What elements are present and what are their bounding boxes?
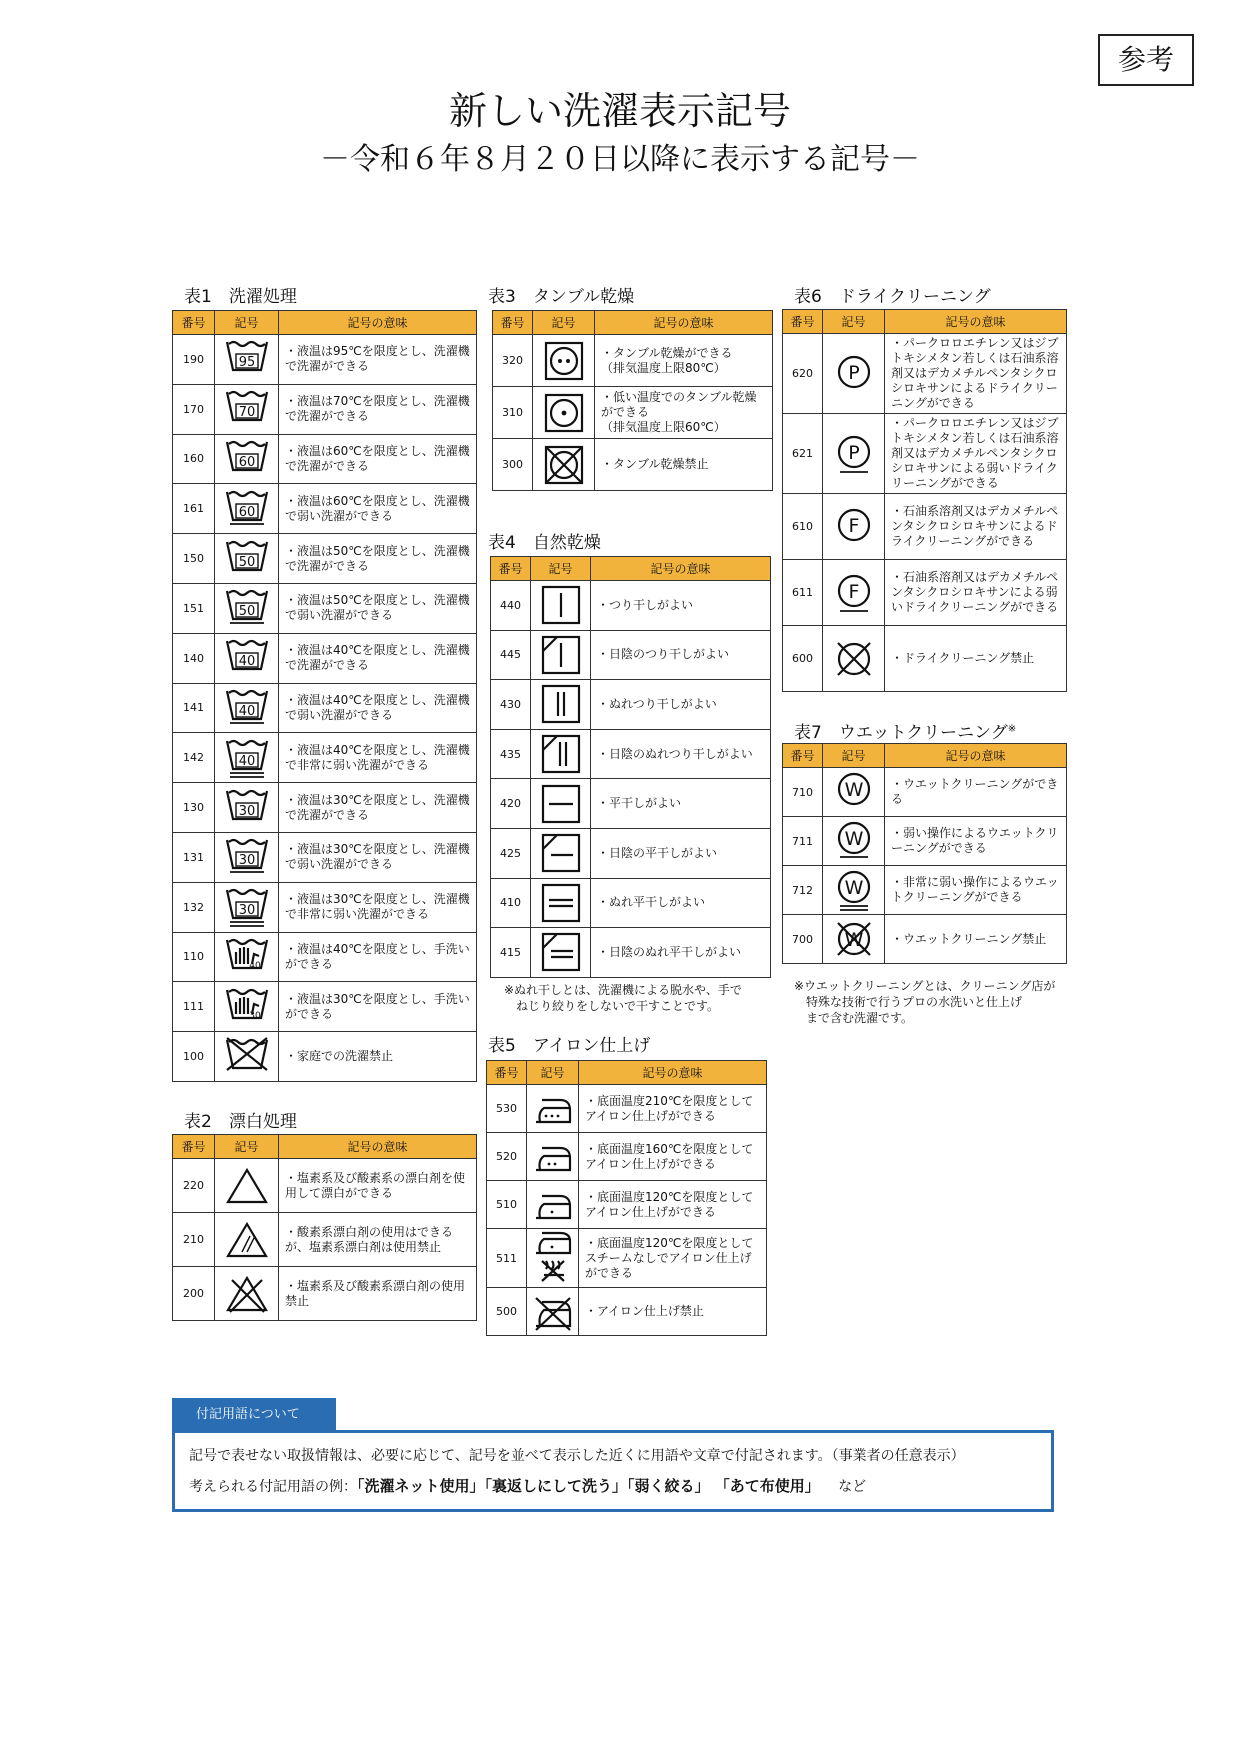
row-meaning: ・ウエットクリーニングができる: [885, 768, 1067, 817]
hand-wash-icon: [215, 982, 279, 1032]
row-number: 710: [783, 768, 823, 817]
header-num: 番号: [487, 1061, 527, 1085]
no-iron-icon: [527, 1288, 579, 1336]
table-row: [173, 434, 477, 484]
row-meaning: ・液温は50℃を限度とし、洗濯機で弱い洗濯ができる: [279, 583, 477, 633]
row-meaning: ・底面温度120℃を限度としてアイロン仕上げができる: [579, 1181, 767, 1229]
row-meaning: ・非常に弱い操作によるウエットクリーニングができる: [885, 866, 1067, 915]
dry-clean-f-icon: [823, 494, 885, 560]
table-row: [173, 683, 477, 733]
wet-clean-icon: [823, 817, 885, 866]
row-meaning: ・パークロロエチレン又はジブトキシメタン若しくは石油系溶剤又はデカメチルペンタシクロシロキサンによるドライクリーニングができる: [885, 334, 1067, 414]
wash-tub-icon: [215, 484, 279, 534]
row-number: 445: [491, 630, 531, 680]
row-meaning: ・日陰の平干しがよい: [591, 828, 771, 878]
row-meaning: ・底面温度160℃を限度としてアイロン仕上げができる: [579, 1133, 767, 1181]
row-number: 510: [487, 1181, 527, 1229]
row-number: 700: [783, 915, 823, 964]
no-tumble-dry-icon: [533, 439, 595, 491]
table-row: [487, 1133, 767, 1181]
table-row: [783, 560, 1067, 626]
row-meaning: ・酸素系漂白剤の使用はできるが、塩素系漂白剤は使用禁止: [279, 1213, 477, 1267]
row-meaning: ・低い温度でのタンブル乾燥ができる （排気温度上限60℃）: [595, 387, 773, 439]
table5-ironing: [486, 1060, 767, 1336]
row-number: 410: [491, 878, 531, 928]
table-row: [491, 729, 771, 779]
row-meaning: ・液温は30℃を限度とし、洗濯機で非常に弱い洗濯ができる: [279, 882, 477, 932]
header-num: 番号: [173, 311, 215, 335]
wash-tub-icon: [215, 583, 279, 633]
row-number: 415: [491, 928, 531, 978]
table-row: [493, 335, 773, 387]
svg-text:95: 95: [238, 355, 255, 371]
flat-dry-icon: [531, 779, 591, 829]
table-row: [487, 1229, 767, 1288]
header-sym: 記号: [215, 311, 279, 335]
iron-no-steam-icon: [527, 1229, 579, 1288]
dry-clean-f-icon: [823, 560, 885, 626]
table-row: [783, 414, 1067, 494]
row-meaning: ・液温は60℃を限度とし、洗濯機で洗濯ができる: [279, 434, 477, 484]
row-meaning: ・タンブル乾燥禁止: [595, 439, 773, 491]
header-sym: 記号: [533, 311, 595, 335]
no-wet-clean-icon: [823, 915, 885, 964]
iron-icon: [527, 1133, 579, 1181]
table-row: [783, 494, 1067, 560]
table-row: [173, 932, 477, 982]
table-row: [173, 832, 477, 882]
table-row: [173, 583, 477, 633]
dry-clean-p-icon: [823, 414, 885, 494]
table-row: [173, 335, 477, 385]
svg-text:40: 40: [238, 703, 255, 719]
header-mean: 記号の意味: [279, 1135, 477, 1159]
row-meaning: ・液温は60℃を限度とし、洗濯機で弱い洗濯ができる: [279, 484, 477, 534]
svg-text:40: 40: [238, 654, 255, 670]
row-number: 430: [491, 680, 531, 730]
line-dry-shade-icon: [531, 630, 591, 680]
row-number: 151: [173, 583, 215, 633]
row-number: 320: [493, 335, 533, 387]
svg-text:30: 30: [248, 1010, 261, 1021]
svg-text:F: F: [848, 514, 859, 537]
table-row: [173, 1213, 477, 1267]
wash-tub-icon: [215, 434, 279, 484]
iron-icon: [527, 1181, 579, 1229]
page-title: 新しい洗濯表示記号: [448, 89, 791, 133]
oxygen-bleach-icon: [215, 1213, 279, 1267]
row-meaning: ・日陰のぬれ平干しがよい: [591, 928, 771, 978]
row-number: 435: [491, 729, 531, 779]
row-number: 141: [173, 683, 215, 733]
row-number: 220: [173, 1159, 215, 1213]
row-meaning: ・液温は30℃を限度とし、洗濯機で弱い洗濯ができる: [279, 832, 477, 882]
table1-washing: [172, 310, 477, 1082]
row-meaning: ・底面温度120℃を限度としてスチームなしでアイロン仕上げができる: [579, 1229, 767, 1288]
footer-box: [172, 1430, 1054, 1512]
header-sym: 記号: [823, 310, 885, 334]
row-number: 620: [783, 334, 823, 414]
table-row: [487, 1085, 767, 1133]
row-number: 150: [173, 534, 215, 584]
wash-tub-icon: [215, 335, 279, 385]
row-number: 190: [173, 335, 215, 385]
row-number: 610: [783, 494, 823, 560]
svg-text:50: 50: [238, 604, 255, 620]
table-row: [491, 779, 771, 829]
table6-title: 表6 ドライクリーニング: [794, 287, 991, 307]
row-number: 200: [173, 1267, 215, 1321]
header-num: 番号: [491, 557, 531, 581]
drip-line-dry-icon: [531, 680, 591, 730]
row-number: 420: [491, 779, 531, 829]
row-number: 611: [783, 560, 823, 626]
row-meaning: ・塩素系及び酸素系の漂白剤を使用して漂白ができる: [279, 1159, 477, 1213]
svg-text:W: W: [844, 877, 863, 899]
row-number: 140: [173, 633, 215, 683]
table-row: [487, 1181, 767, 1229]
svg-text:W: W: [844, 929, 863, 951]
svg-text:30: 30: [238, 853, 255, 869]
footer-tab: 付記用語について: [172, 1398, 336, 1432]
svg-text:70: 70: [238, 405, 255, 421]
row-meaning: ・石油系溶剤又はデカメチルペンタシクロシロキサンによる弱いドライクリーニングができる: [885, 560, 1067, 626]
table7-note: ※ウエットクリーニングとは、クリーニング店が 特殊な技術で行うプロの水洗いと仕上げ まで含む洗濯です。: [794, 979, 1056, 1025]
header-num: 番号: [493, 311, 533, 335]
page-subtitle: －令和６年８月２０日以降に表示する記号－: [320, 142, 920, 177]
table1-title: 表1 洗濯処理: [184, 287, 297, 307]
iron-icon: [527, 1085, 579, 1133]
svg-text:30: 30: [238, 803, 255, 819]
table5-title: 表5 アイロン仕上げ: [488, 1036, 651, 1056]
tumble-dry-low-icon: [533, 387, 595, 439]
row-meaning: ・石油系溶剤又はデカメチルペンタシクロシロキサンによるドライクリーニングができる: [885, 494, 1067, 560]
row-meaning: ・アイロン仕上げ禁止: [579, 1288, 767, 1336]
footer-prefix: 考えられる付記用語の例：: [189, 1479, 357, 1495]
row-number: 712: [783, 866, 823, 915]
row-number: 440: [491, 581, 531, 631]
table-row: [491, 581, 771, 631]
header-mean: 記号の意味: [885, 744, 1067, 768]
row-number: 132: [173, 882, 215, 932]
header-sym: 記号: [215, 1135, 279, 1159]
row-number: 425: [491, 828, 531, 878]
wash-tub-icon: [215, 733, 279, 783]
header-mean: 記号の意味: [595, 311, 773, 335]
footer-line1: 記号で表せない取扱情報は、必要に応じて、記号を並べて表示した近くに用語や文章で付記されます。（事業者の任意表示）: [189, 1448, 965, 1464]
row-meaning: ・液温は30℃を限度とし、手洗いができる: [279, 982, 477, 1032]
wash-tub-icon: [215, 384, 279, 434]
row-number: 600: [783, 626, 823, 692]
header-mean: 記号の意味: [579, 1061, 767, 1085]
row-meaning: ・塩素系及び酸素系漂白剤の使用禁止: [279, 1267, 477, 1321]
table-row: [173, 1032, 477, 1082]
row-number: 530: [487, 1085, 527, 1133]
row-number: 111: [173, 982, 215, 1032]
table-row: [493, 387, 773, 439]
table-row: [783, 768, 1067, 817]
row-meaning: ・液温は30℃を限度とし、洗濯機で洗濯ができる: [279, 783, 477, 833]
row-number: 170: [173, 384, 215, 434]
row-number: 520: [487, 1133, 527, 1181]
table-row: [173, 783, 477, 833]
wash-tub-icon: [215, 534, 279, 584]
table-row: [783, 866, 1067, 915]
table7-title-text: 表7 ウエットクリーニング: [794, 723, 1008, 743]
table-row: [491, 878, 771, 928]
table-row: [783, 334, 1067, 414]
row-meaning: ・ぬれ平干しがよい: [591, 878, 771, 928]
svg-text:P: P: [847, 361, 860, 384]
drip-flat-dry-shade-icon: [531, 928, 591, 978]
table-row: [173, 982, 477, 1032]
footer-examples: 「洗濯ネット使用」「裏返しにして洗う」「弱く絞る」 「あて布使用」: [357, 1477, 820, 1495]
svg-text:60: 60: [238, 504, 255, 520]
row-number: 511: [487, 1229, 527, 1288]
row-number: 131: [173, 832, 215, 882]
drip-line-dry-shade-icon: [531, 729, 591, 779]
row-meaning: ・液温は40℃を限度とし、手洗いができる: [279, 932, 477, 982]
table4-natural-dry: [490, 556, 771, 978]
header-mean: 記号の意味: [885, 310, 1067, 334]
table-row: [487, 1288, 767, 1336]
row-number: 130: [173, 783, 215, 833]
header-mean: 記号の意味: [279, 311, 477, 335]
row-number: 110: [173, 932, 215, 982]
header-num: 番号: [783, 744, 823, 768]
row-number: 621: [783, 414, 823, 494]
table6-dry-cleaning: [782, 309, 1067, 692]
row-meaning: ・液温は40℃を限度とし、洗濯機で弱い洗濯ができる: [279, 683, 477, 733]
line-dry-icon: [531, 581, 591, 631]
table-row: [173, 1159, 477, 1213]
wet-clean-icon: [823, 768, 885, 817]
svg-text:W: W: [844, 779, 863, 801]
row-meaning: ・底面温度210℃を限度としてアイロン仕上げができる: [579, 1085, 767, 1133]
table-row: [783, 915, 1067, 964]
table-row: [491, 928, 771, 978]
row-meaning: ・液温は95℃を限度とし、洗濯機で洗濯ができる: [279, 335, 477, 385]
row-meaning: ・弱い操作によるウエットクリーニングができる: [885, 817, 1067, 866]
tumble-dry-normal-icon: [533, 335, 595, 387]
row-number: 711: [783, 817, 823, 866]
table4-note: ※ぬれ干しとは、洗濯機による脱水や、手で ねじり絞りをしないで干すことです。: [504, 983, 742, 1013]
row-number: 500: [487, 1288, 527, 1336]
header-num: 番号: [173, 1135, 215, 1159]
table-row: [493, 439, 773, 491]
dry-clean-p-icon: [823, 334, 885, 414]
row-number: 100: [173, 1032, 215, 1082]
no-dry-clean-icon: [823, 626, 885, 692]
table-row: [783, 817, 1067, 866]
row-meaning: ・液温は40℃を限度とし、洗濯機で洗濯ができる: [279, 633, 477, 683]
bleach-triangle-icon: [215, 1159, 279, 1213]
row-number: 142: [173, 733, 215, 783]
no-wash-icon: [215, 1032, 279, 1082]
table-row: [173, 484, 477, 534]
row-meaning: ・日陰のぬれつり干しがよい: [591, 729, 771, 779]
row-meaning: ・日陰のつり干しがよい: [591, 630, 771, 680]
row-meaning: ・家庭での洗濯禁止: [279, 1032, 477, 1082]
table3-title: 表3 タンブル乾燥: [488, 287, 635, 307]
svg-text:P: P: [847, 441, 860, 464]
svg-text:F: F: [848, 580, 859, 603]
svg-text:60: 60: [238, 454, 255, 470]
table-row: [173, 882, 477, 932]
table7-title: [794, 718, 1016, 743]
table-row: [173, 384, 477, 434]
wash-tub-icon: [215, 683, 279, 733]
wash-tub-icon: [215, 783, 279, 833]
table-row: [173, 733, 477, 783]
table-row: [173, 633, 477, 683]
svg-text:30: 30: [238, 903, 255, 919]
svg-text:40: 40: [238, 753, 255, 769]
header-sym: 記号: [531, 557, 591, 581]
row-meaning: ・液温は50℃を限度とし、洗濯機で洗濯ができる: [279, 534, 477, 584]
footer-suffix: など: [838, 1479, 867, 1495]
reference-badge: 参考: [1098, 34, 1194, 86]
row-meaning: ・平干しがよい: [591, 779, 771, 829]
row-number: 160: [173, 434, 215, 484]
header-sym: 記号: [527, 1061, 579, 1085]
table-row: [783, 626, 1067, 692]
table7-title-mark: ※: [1007, 723, 1017, 735]
header-num: 番号: [783, 310, 823, 334]
svg-text:50: 50: [238, 554, 255, 570]
row-meaning: ・ぬれつり干しがよい: [591, 680, 771, 730]
table2-title: 表2 漂白処理: [184, 1112, 297, 1132]
table-row: [491, 630, 771, 680]
row-meaning: ・パークロロエチレン又はジブトキシメタン若しくは石油系溶剤又はデカメチルペンタシクロシロキサンによる弱いドライクリーニングができる: [885, 414, 1067, 494]
table-row: [173, 534, 477, 584]
wash-tub-icon: [215, 832, 279, 882]
wet-clean-icon: [823, 866, 885, 915]
flat-dry-shade-icon: [531, 828, 591, 878]
wash-tub-icon: [215, 633, 279, 683]
hand-wash-icon: [215, 932, 279, 982]
row-number: 161: [173, 484, 215, 534]
table2-bleaching: [172, 1134, 477, 1321]
row-meaning: ・つり干しがよい: [591, 581, 771, 631]
footer-line2: [189, 1475, 1037, 1496]
svg-text:40: 40: [248, 960, 261, 971]
svg-text:W: W: [844, 828, 863, 850]
table4-title: 表4 自然乾燥: [488, 533, 601, 553]
row-meaning: ・液温は70℃を限度とし、洗濯機で洗濯ができる: [279, 384, 477, 434]
table-row: [491, 680, 771, 730]
table-row: [491, 828, 771, 878]
table3-tumble-dry: [492, 310, 773, 491]
table-row: [173, 1267, 477, 1321]
row-number: 300: [493, 439, 533, 491]
wash-tub-icon: [215, 882, 279, 932]
row-number: 210: [173, 1213, 215, 1267]
table7-wet-cleaning: [782, 743, 1067, 964]
drip-flat-dry-icon: [531, 878, 591, 928]
row-meaning: ・ドライクリーニング禁止: [885, 626, 1067, 692]
header-sym: 記号: [823, 744, 885, 768]
row-meaning: ・液温は40℃を限度とし、洗濯機で非常に弱い洗濯ができる: [279, 733, 477, 783]
header-mean: 記号の意味: [591, 557, 771, 581]
row-number: 310: [493, 387, 533, 439]
row-meaning: ・タンブル乾燥ができる （排気温度上限80℃）: [595, 335, 773, 387]
no-bleach-icon: [215, 1267, 279, 1321]
row-meaning: ・ウエットクリーニング禁止: [885, 915, 1067, 964]
